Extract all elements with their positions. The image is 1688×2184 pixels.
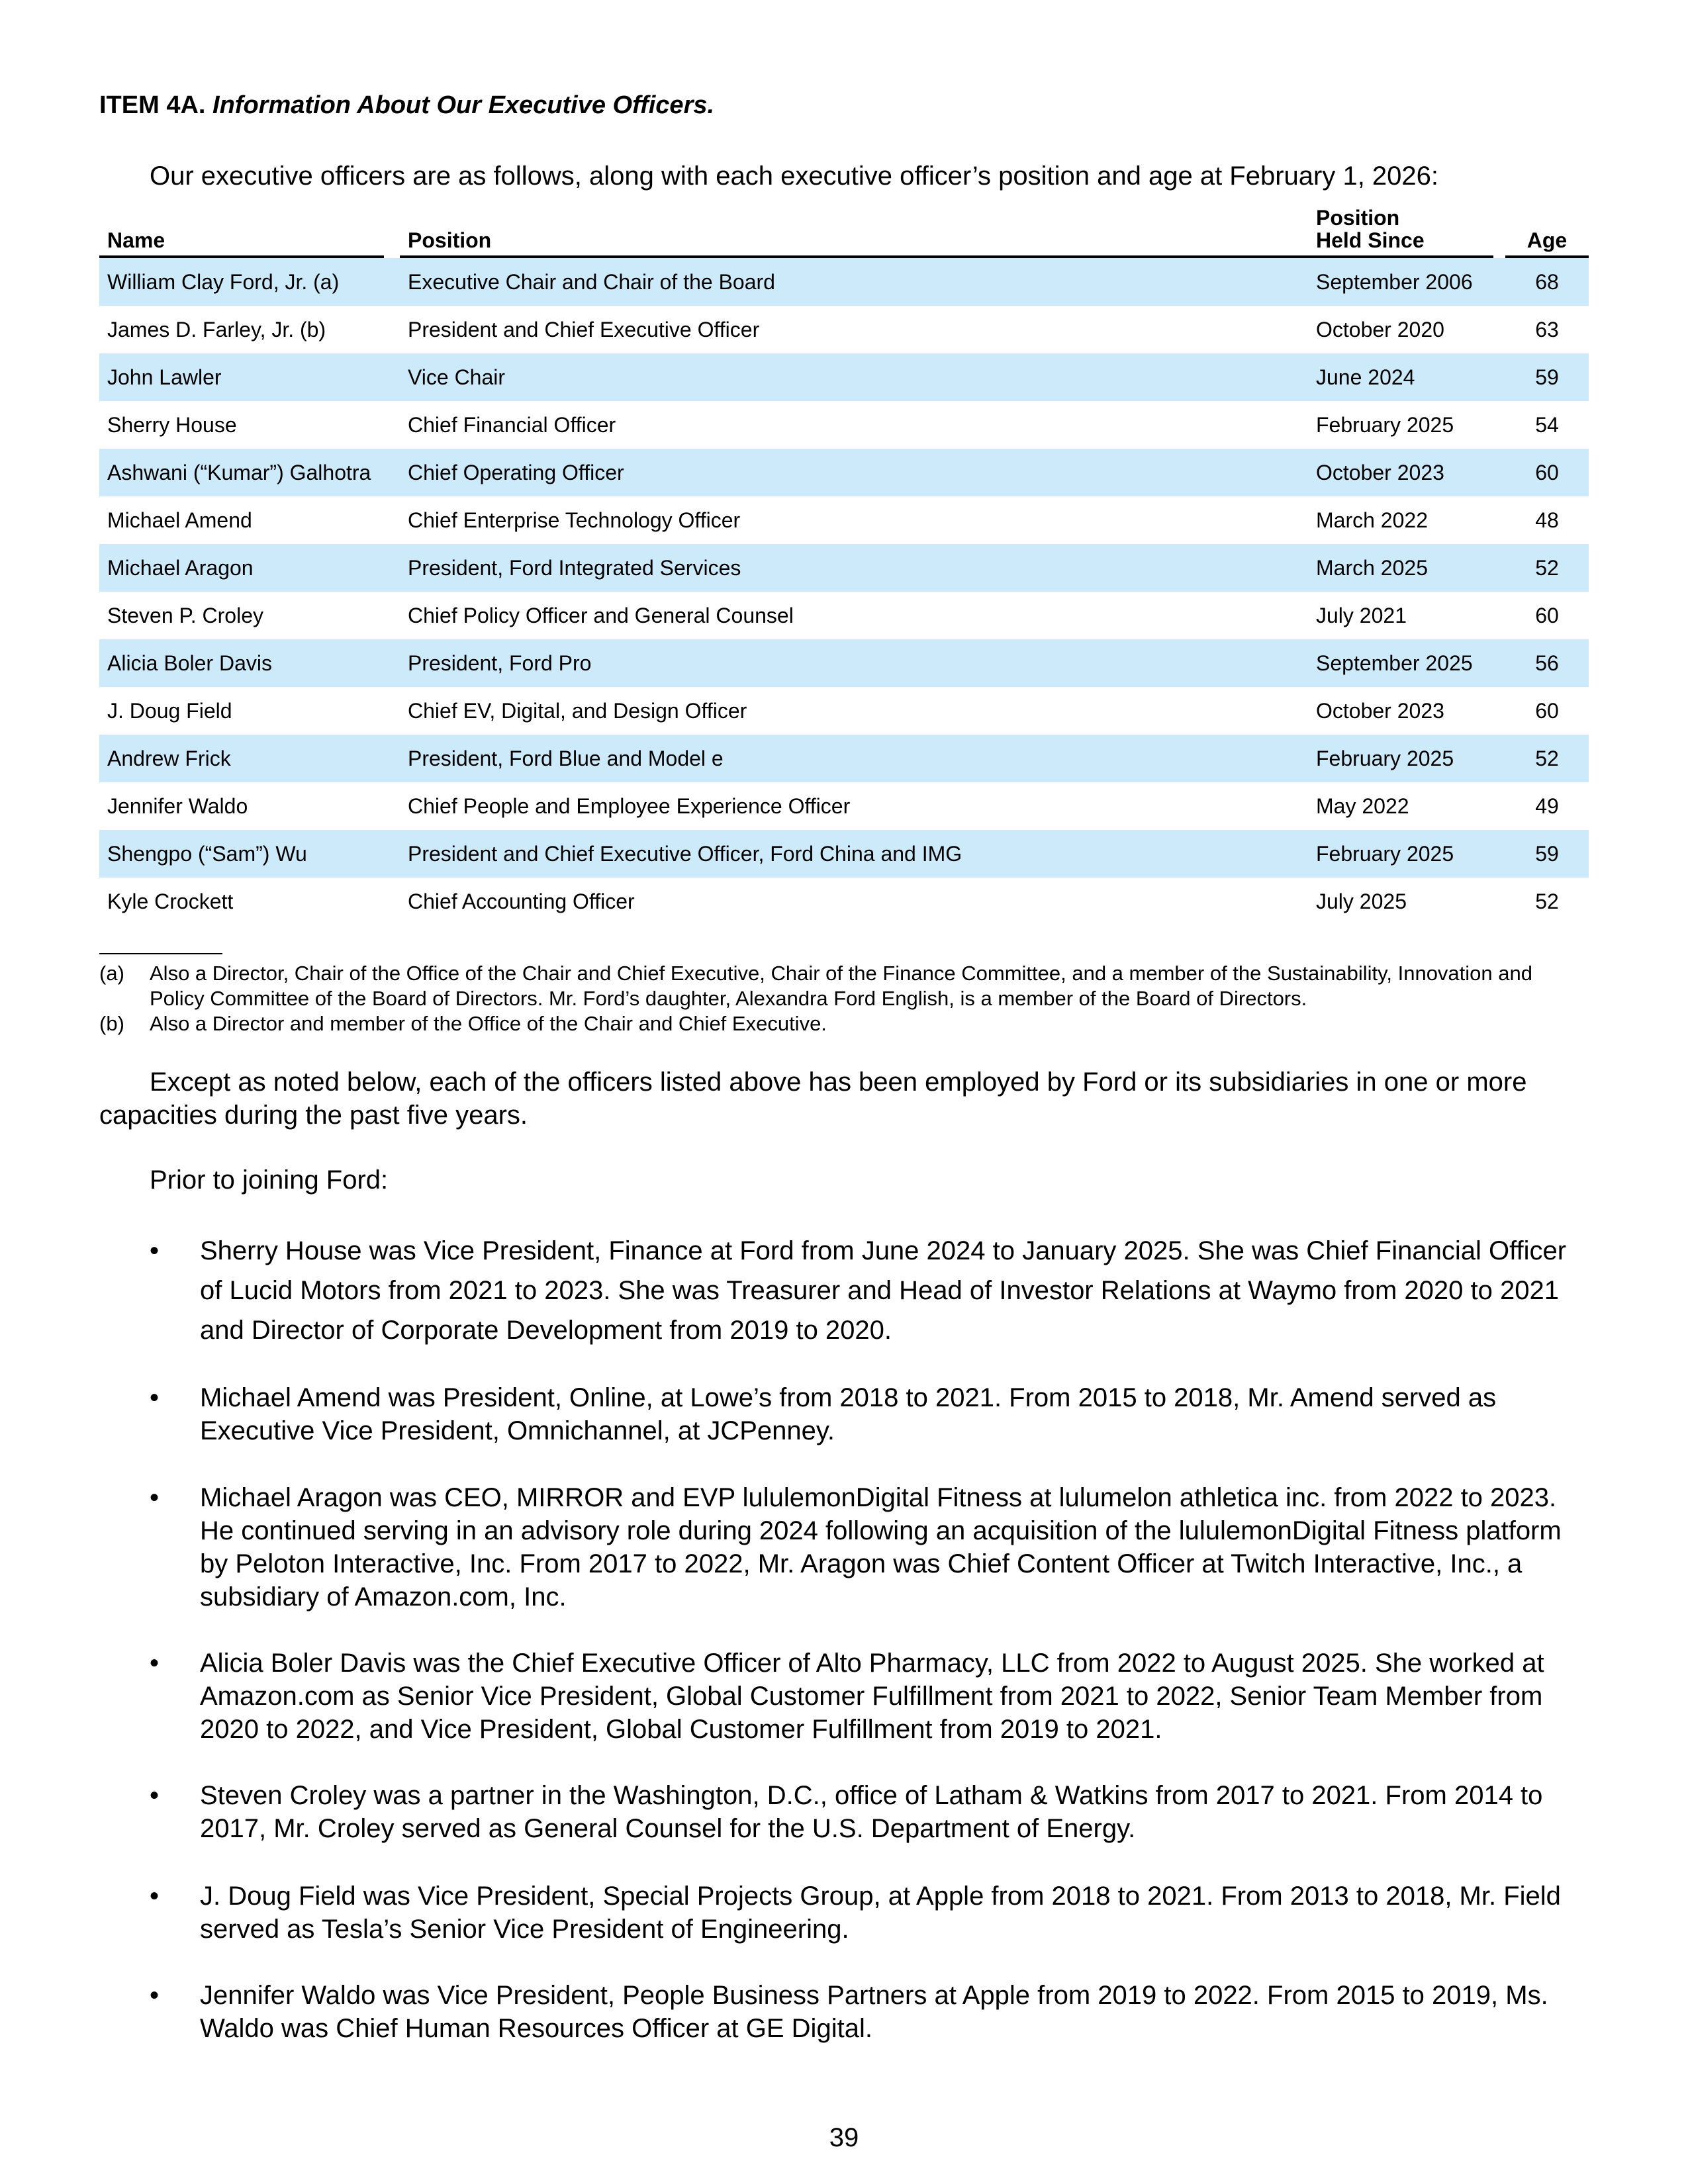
bullet-icon: • bbox=[150, 1781, 160, 1810]
bullet-icon: • bbox=[150, 1882, 160, 1911]
table-row bbox=[99, 353, 1589, 401]
cell-name: Jennifer Waldo bbox=[107, 794, 248, 818]
cell-name: William Clay Ford, Jr. (a) bbox=[107, 270, 340, 294]
table-row bbox=[99, 496, 1589, 544]
cell-age: 52 bbox=[1535, 747, 1559, 770]
section-heading bbox=[99, 91, 714, 120]
executive-officers-table bbox=[99, 204, 1589, 925]
table-row bbox=[99, 306, 1589, 353]
cell-age: 59 bbox=[1535, 365, 1559, 389]
table-row bbox=[99, 782, 1589, 830]
cell-held-since: May 2022 bbox=[1316, 794, 1409, 818]
table-row bbox=[99, 735, 1589, 782]
cell-name: Ashwani (“Kumar”) Galhotra bbox=[107, 461, 371, 484]
bullet-icon: • bbox=[150, 1383, 160, 1412]
cell-name: Shengpo (“Sam”) Wu bbox=[107, 842, 307, 866]
cell-age: 59 bbox=[1535, 842, 1559, 866]
cell-position: Chief EV, Digital, and Design Officer bbox=[408, 699, 747, 723]
cell-age: 52 bbox=[1535, 556, 1559, 580]
header-held-since-line1: Position bbox=[1316, 206, 1400, 230]
cell-position: President and Chief Executive Officer bbox=[408, 318, 760, 341]
table-row bbox=[99, 544, 1589, 592]
cell-age: 56 bbox=[1535, 651, 1559, 675]
cell-age: 63 bbox=[1535, 318, 1559, 341]
cell-held-since: September 2006 bbox=[1316, 270, 1473, 294]
bullet-icon: • bbox=[150, 1236, 160, 1265]
cell-held-since: October 2023 bbox=[1316, 699, 1444, 723]
cell-name: Steven P. Croley bbox=[107, 604, 263, 627]
cell-held-since: July 2021 bbox=[1316, 604, 1407, 627]
table-header bbox=[99, 204, 1589, 258]
cell-held-since: October 2023 bbox=[1316, 461, 1444, 484]
cell-position: President and Chief Executive Officer, Ford China and IMG bbox=[408, 842, 962, 866]
table-row bbox=[99, 830, 1589, 878]
cell-held-since: June 2024 bbox=[1316, 365, 1415, 389]
bullet-icon: • bbox=[150, 1649, 160, 1678]
intro-paragraph: Our executive officers are as follows, along with each executive officer’s position and age at February 1, 2026: bbox=[150, 161, 1439, 191]
list-item-text: J. Doug Field was Vice President, Special Projects Group, at Apple from 2018 to 2021. From 2013 to 2018, Mr. Field served as Tesla’s Senior Vice President of Engineering. bbox=[200, 1882, 1561, 1944]
cell-name: J. Doug Field bbox=[107, 699, 232, 723]
table-row bbox=[99, 878, 1589, 925]
footnote-text: Also a Director, Chair of the Office of the Chair and Chief Executive, Chair of the Finance Committee, and a member of the Sustainability, Innovation and Policy Committee of the Board of Directors. Mr. Ford’s daughter, Alexandra Ford English, is a member of the Board of Directors. bbox=[150, 962, 1532, 1010]
cell-held-since: October 2020 bbox=[1316, 318, 1444, 341]
cell-age: 48 bbox=[1535, 508, 1559, 532]
footnote-a bbox=[99, 961, 1589, 1011]
cell-position: Chief Accounting Officer bbox=[408, 889, 635, 913]
cell-name: Michael Amend bbox=[107, 508, 252, 532]
cell-age: 60 bbox=[1535, 604, 1559, 627]
table-row bbox=[99, 401, 1589, 449]
cell-held-since: March 2025 bbox=[1316, 556, 1428, 580]
cell-name: Alicia Boler Davis bbox=[107, 651, 272, 675]
cell-held-since: September 2025 bbox=[1316, 651, 1473, 675]
cell-position: President, Ford Integrated Services bbox=[408, 556, 741, 580]
cell-position: President, Ford Blue and Model e bbox=[408, 747, 724, 770]
footnote-text: Also a Director and member of the Office of the Chair and Chief Executive. bbox=[150, 1012, 827, 1035]
cell-name: Andrew Frick bbox=[107, 747, 231, 770]
table-row bbox=[99, 258, 1589, 306]
list-item-text: Steven Croley was a partner in the Washington, D.C., office of Latham & Watkins from 2017 to 2021. From 2014 to 2017, Mr. Croley served as General Counsel for the U.S. Department of Energy. bbox=[200, 1781, 1543, 1843]
header-age: Age bbox=[1505, 229, 1589, 258]
table-row bbox=[99, 592, 1589, 639]
footnote-label: (b) bbox=[99, 1012, 124, 1035]
table-row bbox=[99, 449, 1589, 496]
cell-position: Executive Chair and Chair of the Board bbox=[408, 270, 775, 294]
list-item-text: Sherry House was Vice President, Finance at Ford from June 2024 to January 2025. She was Chief Financial Officer of Lucid Motors from 2021 to 2023. She was Treasurer and Head of Investor Relations at Waymo from 2020 to 2021 and Director of Corporate Development from 2019 to 2020. bbox=[200, 1236, 1567, 1345]
page-number: 39 bbox=[829, 2123, 859, 2152]
cell-position: Chief Financial Officer bbox=[408, 413, 616, 437]
cell-age: 54 bbox=[1535, 413, 1559, 437]
item-number: ITEM 4A. bbox=[99, 91, 206, 119]
cell-held-since: February 2025 bbox=[1316, 842, 1454, 866]
cell-age: 60 bbox=[1535, 461, 1559, 484]
item-title: Information About Our Executive Officers. bbox=[212, 91, 715, 119]
list-item-text: Jennifer Waldo was Vice President, People Business Partners at Apple from 2019 to 2022. From 2015 to 2019, Ms. Waldo was Chief Human Resources Officer at GE Digital. bbox=[200, 1981, 1548, 2043]
table-row bbox=[99, 639, 1589, 687]
cell-name: Sherry House bbox=[107, 413, 237, 437]
header-name: Name bbox=[99, 229, 384, 258]
cell-position: Vice Chair bbox=[408, 365, 506, 389]
header-held-since-line2: Held Since bbox=[1316, 228, 1425, 252]
bullet-icon: • bbox=[150, 1483, 160, 1512]
table-body bbox=[99, 258, 1589, 925]
cell-name: James D. Farley, Jr. (b) bbox=[107, 318, 326, 341]
cell-age: 68 bbox=[1535, 270, 1559, 294]
footnote-rule bbox=[99, 953, 222, 954]
cell-position: Chief Enterprise Technology Officer bbox=[408, 508, 741, 532]
cell-held-since: March 2022 bbox=[1316, 508, 1428, 532]
cell-held-since: February 2025 bbox=[1316, 413, 1454, 437]
cell-name: John Lawler bbox=[107, 365, 222, 389]
footnote-label: (a) bbox=[99, 962, 124, 985]
cell-position: President, Ford Pro bbox=[408, 651, 592, 675]
cell-held-since: July 2025 bbox=[1316, 889, 1407, 913]
except-paragraph: Except as noted below, each of the officers listed above has been employed by Ford or its subsidiaries in one or more capacities during the past five years. bbox=[99, 1068, 1527, 1130]
cell-position: Chief Operating Officer bbox=[408, 461, 624, 484]
cell-held-since: February 2025 bbox=[1316, 747, 1454, 770]
list-item-text: Michael Amend was President, Online, at Lowe’s from 2018 to 2021. From 2015 to 2018, Mr. Amend served as Executive Vice President, Omnichannel, at JCPenney. bbox=[200, 1383, 1497, 1445]
cell-name: Michael Aragon bbox=[107, 556, 254, 580]
header-position: Position bbox=[400, 229, 1393, 258]
cell-age: 60 bbox=[1535, 699, 1559, 723]
bullet-icon: • bbox=[150, 1981, 160, 2010]
table-row bbox=[99, 687, 1589, 735]
header-held-since bbox=[1308, 206, 1493, 258]
cell-age: 49 bbox=[1535, 794, 1559, 818]
cell-name: Kyle Crockett bbox=[107, 889, 234, 913]
cell-position: Chief People and Employee Experience Officer bbox=[408, 794, 851, 818]
cell-position: Chief Policy Officer and General Counsel bbox=[408, 604, 794, 627]
list-item-text: Michael Aragon was CEO, MIRROR and EVP lululemonDigital Fitness at lulumelon athletica inc. from 2022 to 2023. He continued serving in an advisory role during 2024 following an acquisition of the lululemonDigital Fitness platform by Peloton Interactive, Inc. From 2017 to 2022, Mr. Aragon was Chief Content Officer at Twitch Interactive, Inc., a subsidiary of Amazon.com, Inc. bbox=[200, 1483, 1562, 1612]
list-item-text: Alicia Boler Davis was the Chief Executive Officer of Alto Pharmacy, LLC from 2022 to August 2025. She worked at Amazon.com as Senior Vice President, Global Customer Fulfillment from 2021 to 2022, Senior Team Member from 2020 to 2022, and Vice President, Global Customer Fulfillment from 2019 to 2021. bbox=[200, 1649, 1544, 1744]
cell-age: 52 bbox=[1535, 889, 1559, 913]
prior-label: Prior to joining Ford: bbox=[150, 1165, 389, 1195]
